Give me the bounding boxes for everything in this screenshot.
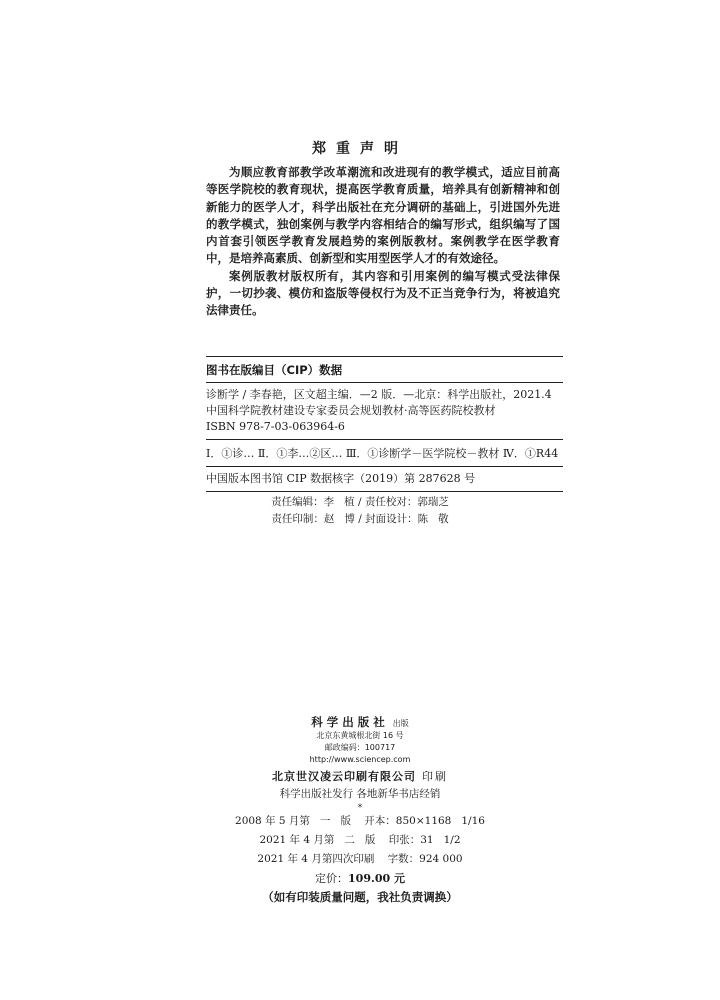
statement-paragraph-1: 为顺应教育部教学改革潮流和改进现有的教学模式，适应目前高等医学院校的教育现状，提高医学教育质量，培养具有创新精神和创新能力的医学人才，科学出版社在充分调研的基础上，引进国外先进的教学模式，独创案例与教学内容相结合的编写形式，组织编写了国内首套引领医学教育发展趋势的案例版教材。案例教学在医学教育中，是培养高素质、创新型和实用型医学人才的有效途径。 — [206, 165, 560, 266]
edition-row-2: 2021 年 4 月第 二 版 印张：31 1/2 — [259, 834, 461, 846]
cip-line-title: 诊断学 / 李春艳，区文超主编．—2 版．—北京：科学出版社，2021.4 — [206, 388, 552, 401]
distribution-line: 科学出版社发行 各地新华书店经销 — [279, 788, 441, 800]
statement-paragraph-2: 案例版教材版权所有，其内容和引用案例的编写模式受法律保护，一切抄袭、模仿和盗版等侵权行为及不正当竞争行为，将被追究法律责任。 — [206, 268, 560, 318]
cip-lines — [206, 383, 563, 439]
printer-name — [0, 768, 720, 784]
cip-classification: Ⅰ．①诊… Ⅱ．①李…②区… Ⅲ．①诊断学－医学院校－教材 Ⅳ．①R44 — [206, 447, 559, 460]
statement-title: 郑重声明 — [312, 141, 408, 157]
statement-body — [206, 164, 560, 320]
cip-top-rule — [206, 356, 563, 357]
printer-name-text: 北京世汉凌云印刷有限公司 — [272, 770, 416, 783]
credit-editors: 责任编辑：李 植 / 责任校对：郭瑞芝 — [271, 496, 449, 508]
credit-production: 责任印制：赵 博 / 封面设计：陈 敬 — [271, 513, 449, 525]
publisher-tag: 出版 — [392, 719, 409, 728]
edition-row-3: 2021 年 4 月第四次印刷 字数：924 000 — [257, 853, 463, 865]
cip-heading: 图书在版编目（CIP）数据 — [206, 363, 343, 377]
cip-block — [206, 356, 563, 492]
cip-record-number: 中国版本图书馆 CIP 数据核字（2019）第 287628 号 — [206, 472, 476, 485]
publisher-name — [0, 714, 720, 730]
edition-row-1: 2008 年 5 月第 一 版 开本：850×1168 1/16 — [235, 815, 485, 827]
price — [0, 870, 720, 888]
separator-star: * — [357, 803, 363, 813]
publisher-name-text: 科学出版社 — [311, 715, 389, 729]
publication-info — [0, 812, 720, 906]
quality-notice: （如有印装质量问题，我社负责调换） — [262, 890, 458, 904]
publisher-address: 北京东黄城根北街 16 号 — [316, 731, 404, 740]
cip-line-isbn: ISBN 978-7-03-063964-6 — [206, 420, 345, 433]
price-value: 109.00 元 — [348, 872, 405, 885]
imprint — [0, 714, 720, 814]
publisher-url: http://www.sciencep.com — [309, 755, 411, 764]
cip-line-series: 中国科学院教材建设专家委员会规划教材·高等医药院校教材 — [206, 404, 496, 417]
publisher-postcode: 邮政编码：100717 — [324, 743, 396, 752]
printer-tag: 印刷 — [422, 770, 448, 783]
cip-bottom-rule — [206, 491, 563, 492]
price-label: 定价： — [315, 872, 349, 885]
credits — [0, 494, 720, 528]
